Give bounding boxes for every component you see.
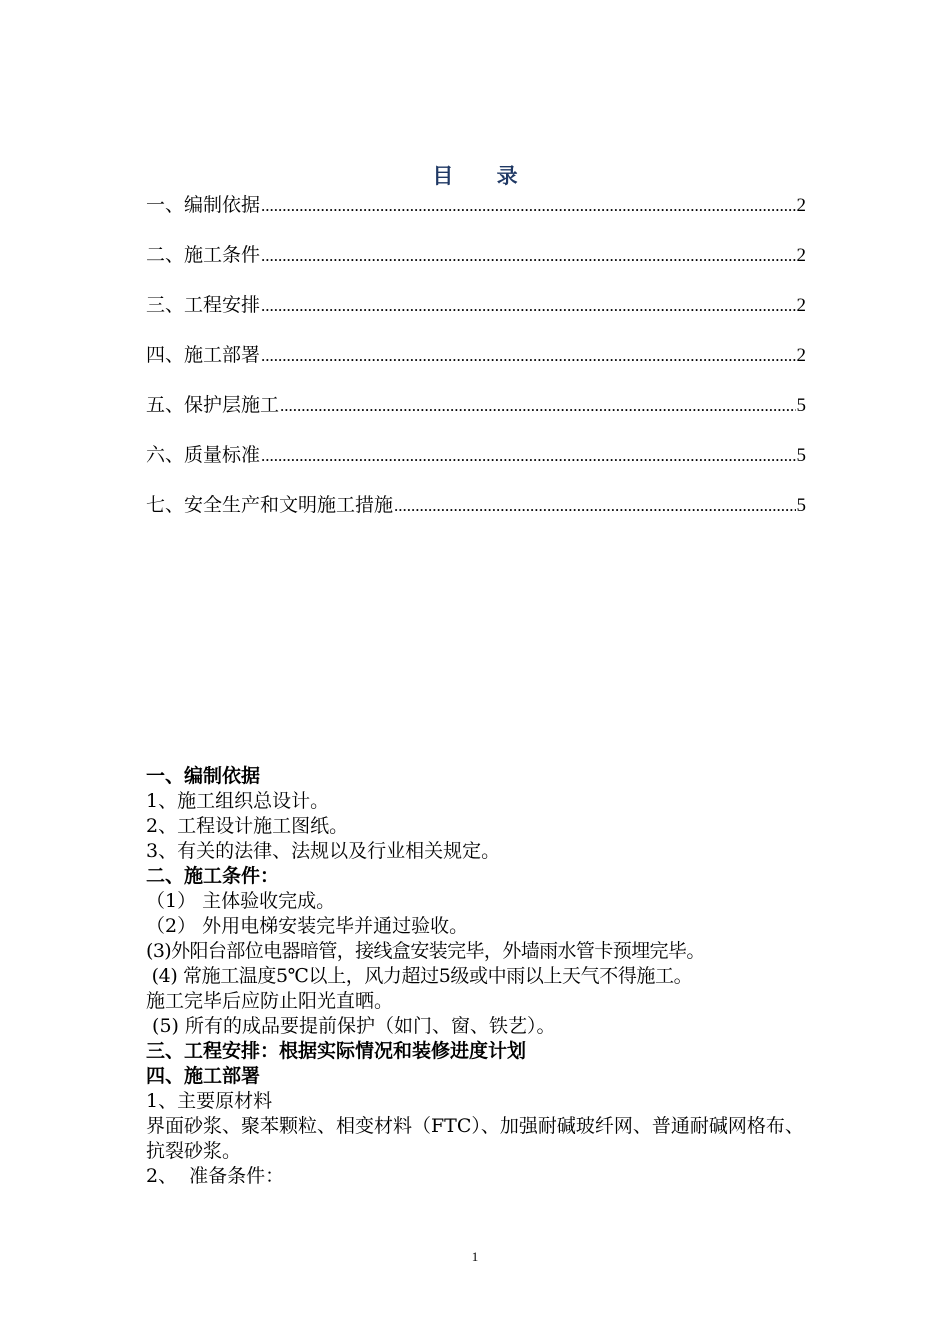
toc-entry-label: 二、施工条件	[146, 244, 261, 266]
toc-leader	[261, 196, 795, 216]
paragraph: 2、工程设计施工图纸。	[146, 815, 349, 837]
toc-title: 目 录	[432, 163, 536, 188]
toc-entry[interactable]	[146, 440, 806, 490]
toc-entry-page: 2	[796, 345, 806, 366]
section-heading: 四、施工部署	[146, 1065, 261, 1087]
paragraph: （1） 主体验收完成。	[146, 890, 336, 912]
toc-leader	[261, 446, 795, 466]
section-heading: 二、施工条件：	[146, 865, 280, 887]
toc-entry-page: 5	[796, 395, 806, 416]
toc-entry-label: 七、安全生产和文明施工措施	[146, 494, 394, 516]
toc-entry[interactable]	[146, 340, 806, 390]
toc-entry-page: 5	[796, 495, 806, 516]
toc-entry-label: 四、施工部署	[146, 344, 261, 366]
toc-entry[interactable]	[146, 240, 806, 290]
section-heading: 一、编制依据	[146, 765, 261, 787]
paragraph: 施工完毕后应防止阳光直晒。	[146, 990, 394, 1012]
toc-entry-label: 三、工程安排	[146, 294, 261, 316]
toc-entry[interactable]	[146, 290, 806, 340]
toc-leader	[261, 246, 795, 266]
paragraph: 3、有关的法律、法规以及行业相关规定。	[146, 840, 501, 862]
toc-leader	[261, 346, 795, 366]
toc-leader	[261, 296, 795, 316]
toc-entry[interactable]	[146, 190, 806, 240]
page-number: 1	[471, 1249, 479, 1264]
toc-entry-page: 2	[796, 245, 806, 266]
paragraph: (3)外阳台部位电器暗管，接线盒安装完毕，外墙雨水管卡预埋完毕。	[146, 940, 705, 962]
toc-leader	[280, 396, 795, 416]
paragraph: (5) 所有的成品要提前保护（如门、窗、铁艺）。	[146, 1015, 556, 1037]
toc-entry-label: 一、编制依据	[146, 194, 261, 216]
toc-entry-label: 六、质量标准	[146, 444, 261, 466]
paragraph: (4) 常施工温度5℃以上，风力超过5级或中雨以上天气不得施工。	[146, 965, 693, 987]
paragraph: （2） 外用电梯安装完毕并通过验收。	[146, 915, 469, 937]
paragraph: 1、主要原材料	[146, 1090, 273, 1112]
toc-entry-label: 五、保护层施工	[146, 394, 280, 416]
toc-leader	[394, 496, 795, 516]
paragraph: 界面砂浆、聚苯颗粒、相变材料（FTC）、加强耐碱玻纤网、普通耐碱网格布、抗裂砂浆。	[146, 1115, 804, 1162]
paragraph: 1、施工组织总设计。	[146, 790, 330, 812]
document-body	[146, 764, 816, 1189]
toc-entry-page: 2	[796, 195, 806, 216]
toc-entry[interactable]	[146, 490, 806, 540]
paragraph: 2、 准备条件：	[146, 1165, 285, 1187]
table-of-contents	[146, 190, 806, 540]
toc-entry-page: 2	[796, 295, 806, 316]
section-heading: 三、工程安排：根据实际情况和装修进度计划	[146, 1040, 527, 1062]
toc-entry[interactable]	[146, 390, 806, 440]
toc-entry-page: 5	[796, 445, 806, 466]
